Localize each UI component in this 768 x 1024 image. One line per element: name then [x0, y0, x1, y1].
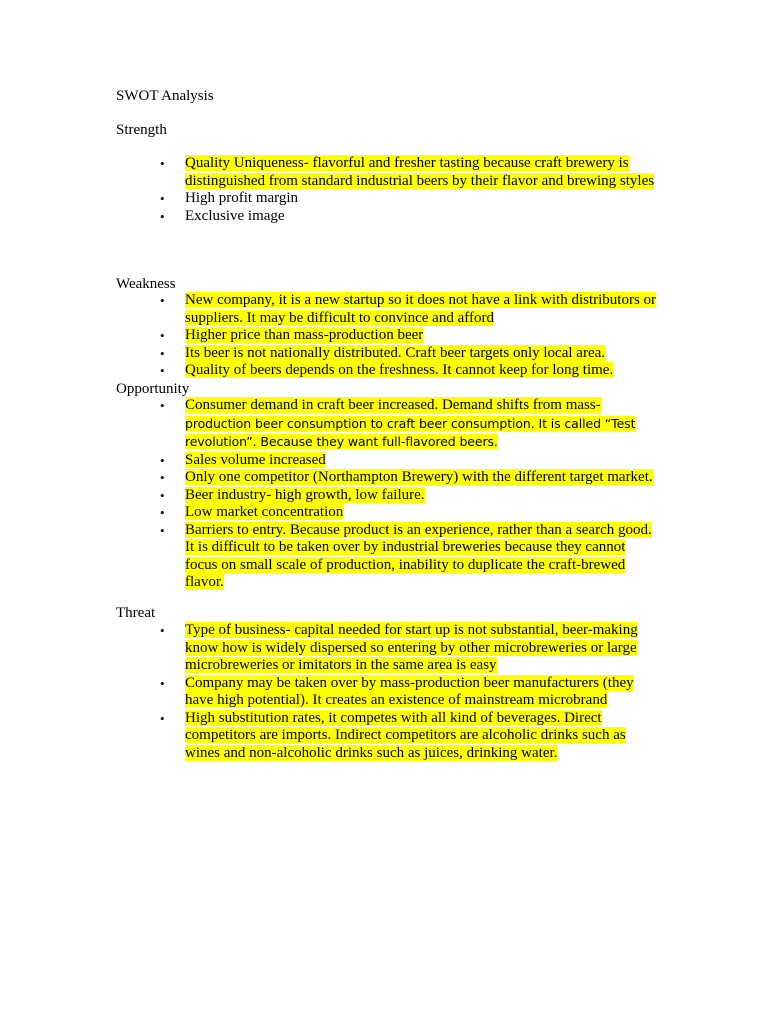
- list-item: [160, 362, 660, 380]
- list-item-text: High substitution rates, it competes with all kind of beverages. Direct competitors are imports. Indirect competitors are alcoholic drinks such as wines and non-alcoholic drinks such as juices, drinking water.: [185, 709, 626, 761]
- list-item: [160, 487, 660, 505]
- list-item-text: Low market concentration: [185, 504, 344, 520]
- list-item-text: Type of business- capital needed for start up is not substantial, beer-making know how is widely dispersed so entering by other microbreweries or large microbreweries or imitators in the same area is easy: [185, 622, 638, 673]
- threat-list: [160, 622, 660, 762]
- list-item-text: Sales volume increased: [185, 451, 326, 468]
- list-item-text: Beer industry- high growth, low failure.: [185, 486, 425, 503]
- list-item: [160, 292, 660, 327]
- list-item-text: Only one competitor (Northampton Brewery) with the different target market.: [185, 469, 653, 485]
- list-item: [160, 675, 660, 710]
- weakness-list: [160, 292, 660, 380]
- opportunity-heading: Opportunity: [116, 381, 190, 397]
- bullet-icon: •: [160, 293, 165, 308]
- list-item: [160, 469, 660, 487]
- bullet-icon: •: [160, 398, 165, 413]
- list-item: [160, 397, 660, 452]
- bullet-icon: •: [160, 470, 165, 485]
- opportunity-list: [160, 397, 660, 592]
- list-item: [160, 522, 660, 592]
- bullet-icon: •: [160, 522, 165, 538]
- list-item-text: Quality Uniqueness- flavorful and fresher tasting because craft brewery is distinguished from standard industrial beers by their flavor and brewing styles: [185, 155, 655, 189]
- list-item-text: Consumer demand in craft beer increased. Demand shifts from mass-: [185, 397, 601, 413]
- bullet-icon: •: [160, 191, 165, 206]
- bullet-icon: •: [160, 156, 165, 171]
- strength-list: [160, 155, 660, 225]
- bullet-icon: •: [160, 345, 165, 361]
- bullet-icon: •: [160, 487, 165, 503]
- list-item: [160, 345, 660, 363]
- list-item-text: New company, it is a new startup so it does not have a link with distributors or suppliers. It may be difficult to convince and afford: [185, 292, 657, 326]
- list-item-text: Barriers to entry. Because product is an experience, rather than a search good. It is difficult to be taken over by industrial breweries because they cannot focus on small scale of production, inability to duplicate the craft-brewed flavor.: [185, 521, 652, 590]
- bullet-icon: •: [160, 675, 165, 691]
- list-item: [160, 452, 660, 470]
- bullet-icon: •: [160, 505, 165, 520]
- list-item-text: Quality of beers depends on the freshness. It cannot keep for long time.: [185, 362, 614, 378]
- list-item-text: Exclusive image: [185, 207, 285, 224]
- strength-heading: Strength: [116, 122, 167, 138]
- threat-heading: Threat: [116, 605, 156, 621]
- bullet-icon: •: [160, 363, 165, 378]
- bullet-icon: •: [160, 710, 165, 726]
- list-item-text: Company may be taken over by mass-production beer manufacturers (they have high potential). It creates an existence of mainstream microbrand: [185, 674, 634, 708]
- list-item-text: High profit margin: [185, 190, 299, 206]
- list-item-text: Higher price than mass-production beer: [185, 327, 424, 343]
- bullet-icon: •: [160, 208, 165, 224]
- bullet-icon: •: [160, 452, 165, 468]
- list-item: [160, 208, 660, 226]
- list-item: [160, 622, 660, 675]
- list-item-text-continued: production beer consumption to craft beer consumption. It is called “Test revolution”. Because they want full-flavored beers.: [185, 415, 636, 449]
- bullet-icon: •: [160, 328, 165, 343]
- weakness-heading: Weakness: [116, 276, 176, 292]
- list-item: [160, 327, 660, 345]
- list-item: [160, 710, 660, 763]
- document-title: SWOT Analysis: [116, 88, 214, 104]
- bullet-icon: •: [160, 623, 165, 638]
- list-item: [160, 504, 660, 522]
- list-item: [160, 190, 660, 208]
- list-item: [160, 155, 660, 190]
- list-item-text: Its beer is not nationally distributed. Craft beer targets only local area.: [185, 344, 606, 361]
